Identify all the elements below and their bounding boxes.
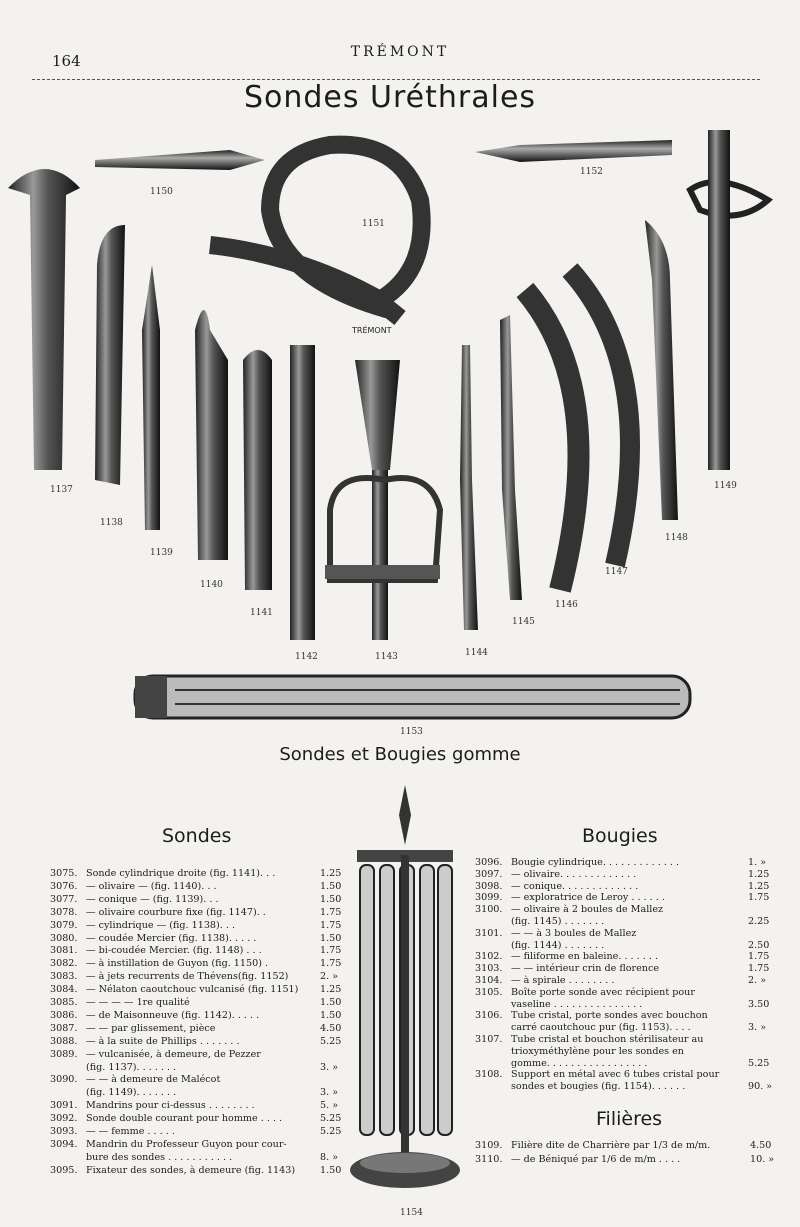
filieres-row: [475, 1140, 710, 1151]
item-price: 1.25: [320, 868, 342, 879]
sonde-1142: [290, 345, 315, 640]
item-code: 3076.: [50, 880, 78, 892]
item-description: gomme. . . . . . . . . . . . . . . . .: [511, 1057, 648, 1069]
page-title: Sondes Uréthrales: [243, 80, 537, 115]
item-description: Tube cristal, porte sondes avec bouchon: [511, 1010, 708, 1022]
item-description: — olivaire. . . . . . . . . . . . .: [511, 868, 637, 880]
item-price: 1.75: [748, 963, 770, 975]
bougies-row: [475, 1046, 684, 1057]
item-price: 3. »: [320, 1061, 339, 1073]
item-code: 3091.: [50, 1100, 78, 1112]
item-description: — exploratrice de Leroy . . . . . .: [511, 892, 665, 904]
item-price: 8. »: [320, 1151, 339, 1163]
item-description: Fixateur des sondes, à demeure (fig. 1143): [86, 1164, 296, 1176]
item-description: Boîte porte sonde avec récipient pour: [511, 986, 695, 998]
item-price: 1.50: [320, 932, 342, 944]
item-code: 3096.: [475, 857, 503, 868]
fig-label-1143: 1143: [375, 652, 398, 662]
item-description: — à jets recurrents de Thévens(fig. 1152): [86, 971, 289, 983]
sondes-row: [50, 1165, 295, 1176]
item-code: 3097.: [475, 868, 503, 880]
item-price: 1.75: [320, 906, 342, 918]
item-description: — de Maisonneuve (fig. 1142). . . . .: [86, 1009, 260, 1021]
item-code: 3104.: [475, 975, 503, 986]
item-description: Filière dite de Charrière par 1/3 de m/m.: [511, 1140, 711, 1151]
item-description: — coudée Mercier (fig. 1138). . . . .: [86, 932, 257, 944]
item-code: 3103.: [475, 963, 503, 975]
item-code: 3098.: [475, 880, 503, 892]
fig-label-1144: 1144: [465, 648, 488, 658]
item-price: 1.75: [320, 945, 342, 957]
sondes-row: [50, 971, 288, 982]
fig-label-1145: 1145: [512, 617, 535, 627]
item-description: (fig. 1149). . . . . . .: [86, 1087, 177, 1099]
bougies-row: [475, 1034, 703, 1045]
sondes-row: [50, 1023, 215, 1034]
sondes-row: [50, 1126, 175, 1137]
bougies-row: [475, 904, 663, 915]
item-description: — — femme . . . . .: [86, 1126, 175, 1137]
item-description: — olivaire à 2 boules de Mallez: [511, 904, 664, 916]
fig-label-1150: 1150: [150, 187, 173, 197]
bougies-row: [475, 892, 665, 903]
item-description: Mandrins pour ci-dessus . . . . . . . .: [86, 1100, 255, 1112]
item-code: 3100.: [475, 904, 503, 916]
item-price: 1.75: [748, 951, 770, 963]
item-description: — conique — (fig. 1139). . .: [86, 893, 219, 905]
sonde-1149: [690, 130, 768, 470]
bougies-row: [475, 1010, 708, 1021]
item-description: — olivaire — (fig. 1140). . .: [86, 880, 217, 892]
fig-label-1153: 1153: [400, 727, 423, 737]
sondes-row: [50, 933, 256, 944]
filieres-row: [475, 1154, 680, 1165]
item-code: 3099.: [475, 892, 503, 904]
item-code: 3084.: [50, 984, 78, 996]
item-description: Sonde cylindrique droite (fig. 1141). . .: [86, 868, 276, 879]
sondes-row: [50, 997, 190, 1008]
figure-brand: TRÉMONT: [352, 326, 392, 335]
item-description: — — — — 1re qualité: [86, 997, 190, 1008]
filieres-heading: Filières: [596, 1108, 663, 1130]
fig-label-1148: 1148: [665, 533, 688, 543]
item-price: 1.25: [748, 880, 770, 892]
item-price: 1.50: [320, 1009, 342, 1021]
item-code: 3078.: [50, 906, 78, 918]
item-description: bure des sondes . . . . . . . . . . .: [86, 1151, 233, 1163]
item-price: 2. »: [320, 971, 339, 983]
sondes-row: [50, 1010, 259, 1021]
item-description: — à instillation de Guyon (fig. 1150) .: [86, 958, 269, 970]
item-price: 2.25: [748, 916, 770, 927]
item-description: (fig. 1145) . . . . . . .: [511, 916, 605, 927]
item-code: 3085.: [50, 997, 78, 1008]
item-price: 1.50: [320, 880, 342, 892]
sonde-1138: [95, 225, 125, 485]
running-head: TRÉMONT: [350, 44, 450, 60]
item-price: 1.75: [320, 958, 342, 970]
item-price: 5.25: [320, 1035, 342, 1047]
item-description: — filiforme en baleine. . . . . . .: [511, 951, 658, 963]
item-description: — bi-coudée Mercier. (fig. 1148) . . .: [86, 945, 262, 957]
bougies-row: [475, 857, 679, 868]
item-description: — — à 3 boules de Mallez: [511, 927, 637, 939]
item-price: 5.25: [748, 1057, 770, 1069]
item-description: — vulcanisée, à demeure, de Pezzer: [86, 1048, 261, 1060]
fig-label-1138: 1138: [100, 518, 123, 528]
item-description: (fig. 1137). . . . . . .: [86, 1061, 177, 1073]
item-description: — olivaire courbure fixe (fig. 1147). .: [86, 906, 266, 918]
item-description: — cylindrique — (fig. 1138). . .: [86, 919, 236, 931]
sondes-row: [50, 1100, 255, 1111]
item-code: 3101.: [475, 927, 503, 939]
section-title: Sondes et Bougies gomme: [279, 744, 521, 765]
item-code: 3087.: [50, 1022, 78, 1034]
fig-label-1147: 1147: [605, 567, 628, 577]
sondes-row: [50, 1087, 176, 1098]
item-code: 3082.: [50, 958, 78, 970]
fig-label-1154: 1154: [400, 1208, 423, 1218]
sondes-row: [50, 945, 262, 956]
sondes-row: [50, 907, 266, 918]
item-code: 3092.: [50, 1113, 78, 1125]
item-price: 1.50: [320, 997, 342, 1008]
item-code: 3109.: [475, 1140, 503, 1151]
sondes-row: [50, 1152, 232, 1163]
sondes-row: [50, 958, 268, 969]
item-code: 3080.: [50, 932, 78, 944]
sondes-row: [50, 920, 235, 931]
sondes-row: [50, 1036, 240, 1047]
item-price: 1. »: [748, 857, 767, 868]
item-price: 5. »: [320, 1100, 339, 1112]
fig-label-1149: 1149: [714, 481, 737, 491]
sondes-row: [50, 1062, 176, 1073]
item-code: 3081.: [50, 945, 78, 957]
item-price: 3.50: [748, 998, 770, 1010]
item-code: 3094.: [50, 1138, 78, 1150]
fig-label-1152: 1152: [580, 167, 603, 177]
sondes-row: [50, 1074, 220, 1085]
item-price: 1.50: [320, 893, 342, 905]
bougie-1144: [460, 345, 478, 630]
item-description: Sonde double courant pour homme . . . .: [86, 1113, 283, 1125]
item-price: 4.50: [750, 1140, 772, 1151]
item-price: 1.50: [320, 1164, 342, 1176]
sonde-1150: [95, 150, 265, 170]
item-price: 5.25: [320, 1113, 342, 1125]
item-description: — Nélaton caoutchouc vulcanisé (fig. 1151): [86, 984, 299, 996]
item-description: vaseline . . . . . . . . . . . . . . .: [511, 998, 643, 1010]
fig-label-1139: 1139: [150, 548, 173, 558]
sondes-heading: Sondes: [162, 825, 232, 847]
item-description: trioxyméthylène pour les sondes en: [511, 1045, 684, 1057]
item-code: 3106.: [475, 1010, 503, 1022]
item-price: 90. »: [748, 1081, 773, 1093]
bougies-row: [475, 928, 636, 939]
item-description: — conique. . . . . . . . . . . . .: [511, 880, 639, 892]
sondes-row: [50, 894, 219, 905]
item-price: 1.25: [320, 984, 342, 996]
item-price: 3. »: [320, 1087, 339, 1099]
item-code: 3095.: [50, 1164, 78, 1176]
bougie-1145: [500, 315, 522, 600]
item-code: 3105.: [475, 986, 503, 998]
bougies-row: [475, 951, 658, 962]
bougies-row: [475, 881, 638, 892]
item-code: 3079.: [50, 919, 78, 931]
item-code: 3108.: [475, 1069, 503, 1081]
item-description: Bougie cylindrique. . . . . . . . . . . . .: [511, 857, 680, 868]
bougies-row: [475, 963, 659, 974]
bougies-row: [475, 999, 642, 1010]
page-number: 164: [52, 52, 81, 70]
item-description: Support en métal avec 6 tubes cristal pour: [511, 1069, 720, 1081]
item-code: 3083.: [50, 971, 78, 983]
item-description: sondes et bougies (fig. 1154). . . . . .: [511, 1081, 686, 1093]
item-code: 3093.: [50, 1126, 78, 1137]
sonde-1152: [475, 140, 672, 162]
sondes-row: [50, 1049, 261, 1060]
sondes-row: [50, 868, 275, 879]
item-description: — — par glissement, pièce: [86, 1022, 216, 1034]
item-description: Tube cristal et bouchon stérilisateur au: [511, 1034, 704, 1045]
item-price: 3. »: [748, 1022, 767, 1034]
item-price: 1.75: [320, 919, 342, 931]
support-1154-illustration: [345, 785, 465, 1203]
tube-1153: [135, 676, 690, 718]
item-code: 3107.: [475, 1034, 503, 1045]
bougies-row: [475, 1058, 647, 1069]
item-description: — — intérieur crin de florence: [511, 963, 660, 975]
fig-label-1140: 1140: [200, 580, 223, 590]
fig-label-1141: 1141: [250, 608, 273, 618]
fig-label-1137: 1137: [50, 485, 73, 495]
item-code: 3086.: [50, 1009, 78, 1021]
sonde-1146: [525, 290, 579, 590]
item-code: 3110.: [475, 1154, 503, 1165]
item-code: 3090.: [50, 1074, 78, 1086]
item-code: 3077.: [50, 893, 78, 905]
sondes-row: [50, 984, 298, 995]
sonde-1141: [243, 350, 272, 590]
item-description: — à la suite de Phillips . . . . . . .: [86, 1035, 240, 1047]
sonde-1148: [645, 220, 678, 520]
item-code: 3102.: [475, 951, 503, 963]
item-description: Mandrin du Professeur Guyon pour cour-: [86, 1138, 287, 1150]
bougies-heading: Bougies: [582, 825, 658, 847]
item-price: 5.25: [320, 1126, 342, 1137]
item-price: 1.25: [748, 868, 770, 880]
item-description: — à spirale . . . . . . . .: [511, 975, 615, 986]
bougies-row: [475, 987, 695, 998]
bougies-row: [475, 940, 604, 951]
item-code: 3089.: [50, 1048, 78, 1060]
sondes-row: [50, 1113, 282, 1124]
sonde-1139: [142, 265, 160, 530]
bougies-row: [475, 1081, 685, 1092]
sondes-row: [50, 1139, 287, 1150]
bougies-row: [475, 975, 614, 986]
item-description: (fig. 1144) . . . . . . .: [511, 939, 605, 951]
sonde-1137: [8, 169, 80, 470]
item-price: 2. »: [748, 975, 767, 986]
bougies-row: [475, 869, 636, 880]
item-price: 10. »: [750, 1154, 775, 1165]
sonde-1151: [210, 145, 422, 318]
sonde-1140: [195, 310, 228, 560]
item-price: 1.75: [748, 892, 770, 904]
item-description: — de Béniqué par 1/6 de m/m . . . .: [511, 1154, 681, 1165]
fig-label-1142: 1142: [295, 652, 318, 662]
item-description: carré caoutchouc pur (fig. 1153). . . .: [511, 1022, 691, 1034]
item-code: 3088.: [50, 1035, 78, 1047]
fig-label-1151: 1151: [362, 219, 385, 229]
item-price: 4.50: [320, 1022, 342, 1034]
fixateur-1143: [325, 360, 440, 640]
item-price: 2.50: [748, 939, 770, 951]
bougies-row: [475, 916, 604, 927]
bougies-row: [475, 1022, 691, 1033]
bougies-row: [475, 1069, 719, 1080]
sondes-row: [50, 881, 217, 892]
item-description: — — à demeure de Malécot: [86, 1074, 221, 1086]
fig-label-1146: 1146: [555, 600, 578, 610]
item-code: 3075.: [50, 868, 78, 879]
